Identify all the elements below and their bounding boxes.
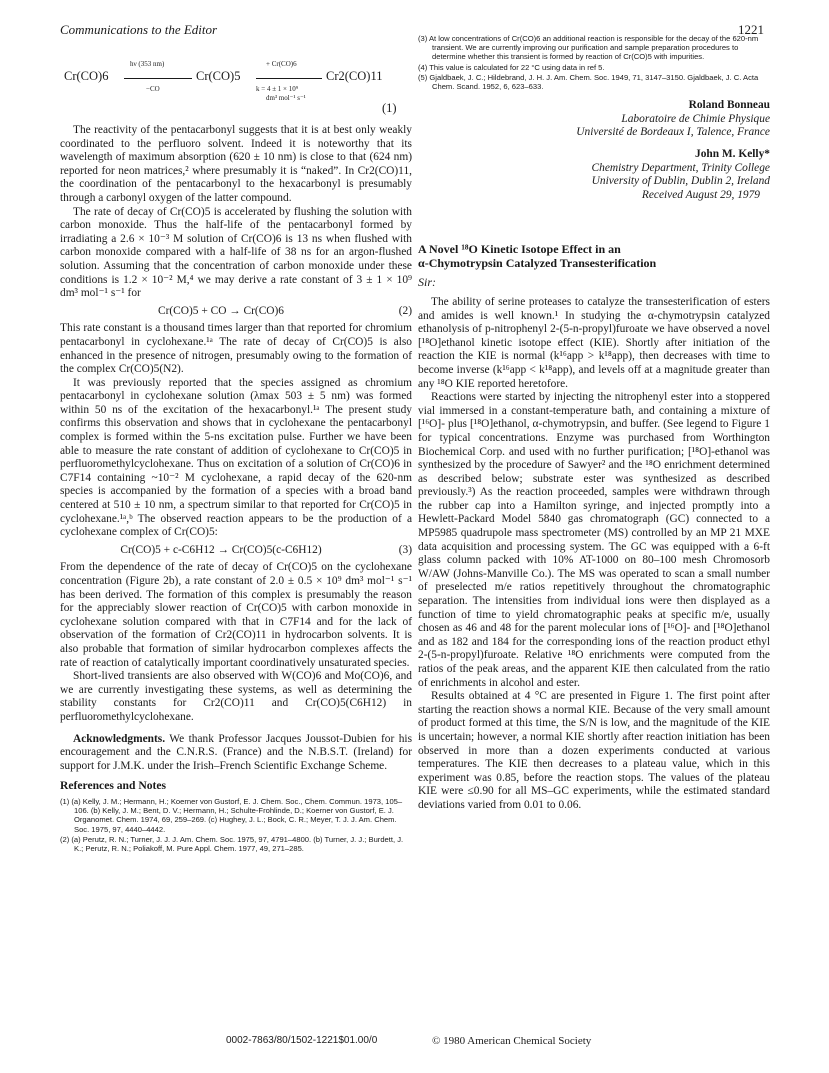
article-title bbox=[418, 242, 770, 270]
author-affiliation: Université de Bordeaux I, Talence, France bbox=[576, 126, 770, 139]
paragraph: The ability of serine proteases to catalyze the transesterification of esters and amides is well known.¹ In studying the α-chymotrypsin catalyzed ethanolysis of p-nitrophenyl 2-(5-n-propyl)furoate we have observed a novel [¹⁸O]ethanol kinetic isotope effect (KIE). Shortly after initiation of the reaction the KIE is normal (k¹⁶app > k¹⁸app), then decreases with time to become inverse (k¹⁶app < k¹⁸app), and levels off at a magnitude greater than any ¹⁸O KIE reported heretofore. bbox=[418, 295, 770, 390]
reference-item: (5) Gjaldbaek, J. C.; Hildebrand, J. H. J. Am. Chem. Soc. 1949, 71, 3147–3150. Gjaldbaek, J. C. Acta Chem. Scand. 1952, 6, 623–633. bbox=[418, 72, 759, 92]
equation-3 bbox=[60, 540, 412, 562]
reference-list-continued bbox=[418, 34, 770, 91]
equation-body: Cr(CO)5 + c-C6H12 → Cr(CO)5(c-C6H12) bbox=[120, 543, 322, 556]
salutation: Sir: bbox=[418, 275, 436, 290]
equation-number-1: (1) bbox=[382, 101, 397, 115]
article-title-line: α-Chymotrypsin Catalyzed Transesterification bbox=[418, 256, 657, 271]
journal-section-header: Communications to the Editor bbox=[60, 22, 218, 37]
acknowledgments-heading: Acknowledgments. bbox=[73, 732, 166, 745]
equation-2 bbox=[60, 301, 412, 323]
reference-list bbox=[60, 797, 412, 853]
reference-item: (1) (a) Kelly, J. M.; Hermann, H.; Koerner von Gustorf, E. J. Chem. Soc., Chem. Commun. 1973, 105–106. (b) Kelly, J. M.; Bent, D. V.; Hermann, H.; Schulte-Frohlinde, D.; Koerner von Gustorf, E. J. Organomet. Chem. 1974, 69, 259–269. (c) Hughey, J. L.; Bock, C. R.; Meyer, T. J. J. Am. Chem. Soc. 1975, 97, 4440–4442. bbox=[60, 796, 403, 834]
copyright-notice: © 1980 American Chemical Society bbox=[432, 1035, 592, 1047]
author-name: Roland Bonneau bbox=[688, 99, 770, 112]
article-code: 0002-7863/80/1502-1221$01.00/0 bbox=[226, 1035, 378, 1046]
reference-item: (4) This value is calculated for 22 °C using data in ref 5. bbox=[418, 62, 605, 72]
reference-item: (2) (a) Perutz, R. N.; Turner, J. J. J. Am. Chem. Soc. 1975, 97, 4791–4800. (b) Turner, J. J.; Burdett, J. K.; Perutz, R. N.; Poliakoff, M. Pure Appl. Chem. 1977, 49, 271–285. bbox=[60, 834, 404, 853]
acknowledgments-body: We thank Professor Jacques Joussot-Dubien for his encouragement and the C.N.R.S. (France) and the N.B.S.T. (Ireland) for support for J.M.K. under the Irish–French Scientific Exchange Scheme. bbox=[60, 732, 412, 772]
author-affiliation: University of Dublin, Dublin 2, Ireland bbox=[591, 175, 770, 188]
author-affiliation: Laboratoire de Chimie Physique bbox=[621, 112, 770, 125]
author-affiliation: Chemistry Department, Trinity College bbox=[591, 161, 770, 174]
paragraph: The reactivity of the pentacarbonyl suggests that it is at best only weakly coordinated to the perfluoro solvent. Indeed it is noteworthy that its wavelength of maximum absorption (620 ± 10 nm) is close to that (624 nm) reported for neon matrices,² where presumably it is “naked”. In Cr2(CO)11, the coordination of the pentacarbonyl to the hexacarbonyl is presumably through a carbonyl oxygen of the latter compound. bbox=[60, 124, 412, 204]
equation-body: Cr(CO)5 + CO → Cr(CO)6 bbox=[157, 304, 285, 317]
equation-number: (3) bbox=[398, 543, 412, 556]
arrow2-reagent: + Cr(CO)6 bbox=[266, 60, 297, 68]
reference-item: (3) At low concentrations of Cr(CO)6 an additional reaction is responsible for the decay of the 620-nm transient. We are currently improving our purification and sample preparation procedures to determine whether this transient is formed by reaction of Cr(CO)5 with impurities. bbox=[418, 34, 759, 62]
left-column bbox=[60, 56, 412, 854]
arrow1-loss: −CO bbox=[146, 85, 160, 93]
reaction-arrow-2 bbox=[256, 78, 322, 79]
paragraph: Short-lived transients are also observed with W(CO)6 and Mo(CO)6, and we are currently investigating these systems, as well as determining the stability constants for Cr2(CO)11 and Cr(CO)5(C6H12) in perfluoromethylcyclohexane. bbox=[60, 670, 412, 723]
equation-number: (2) bbox=[398, 304, 412, 317]
paragraph: The rate of decay of Cr(CO)5 is accelerated by flushing the solution with carbon monoxide. Thus the half-life of the pentacarbonyl formed by irradiating a 2.6 × 10⁻³ M solution of Cr(CO)6 is 13 ns when flushed with carbon monoxide compared with a half-life of 38 ns for an argon-flushed solution. Assuming that the concentration of carbon monoxide under these conditions is 1.2 × 10⁻² M,⁴ we may derive a rate constant of 3 ± 1 × 10⁹ dm³ mol⁻¹ s⁻¹ for bbox=[60, 205, 412, 300]
acknowledgments bbox=[60, 733, 412, 774]
product-cr2-co11: Cr2(CO)11 bbox=[326, 69, 383, 83]
page-number: 1221 bbox=[738, 22, 764, 37]
paragraph: Results obtained at 4 °C are presented in Figure 1. The first point after starting the reaction shows a normal KIE. Because of the very small amount of product formed at this time, the S/N is low, and the magnitude of the KIE is uncertain; however, a normal KIE shortly after reaction initiation has been observed in more than a dozen experiments conducted at various temperatures. The KIE then decreases to a plateau value, which in this experiment was 0.85, before the reaction stops. The values of the plateau KIE were ≤0.90 for all MS–GC experiments, while the estimated standard deviations varied from 0.01 to 0.06. bbox=[418, 690, 770, 811]
author-name: John M. Kelly* bbox=[695, 148, 770, 160]
reactant-cr-co6: Cr(CO)6 bbox=[64, 69, 109, 83]
article-title-line: A Novel ¹⁸O Kinetic Isotope Effect in an bbox=[418, 242, 621, 257]
paragraph: From the dependence of the rate of decay of Cr(CO)5 on the cyclohexane concentration (Figure 2b), a rate constant of 2.0 ± 0.5 × 10⁹ dm³ mol⁻¹ s⁻¹ has been derived. The formation of this complex is presumably the reason for the appreciably slower reaction of Cr(CO)5 with carbon monoxide in cyclohexane solution compared with that in C7F14 and for the lack of observation of the formation of Cr2(CO)11 in hydrocarbon solvents. It is also probable that formation of similar hydrocarbon complexes affects the rate of reaction of catalytically important coordinatively unsaturated species. bbox=[60, 561, 412, 669]
paragraph: Reactions were started by injecting the nitrophenyl ester into a stoppered vial immersed in a constant-temperature bath, and containing a mixture of [¹⁶O]- plus [¹⁸O]ethanol, α-chymotrypsin, and buffer. (See legend to Figure 1 for typical concentrations. Enzyme was purchased from Worthington Biochemical Corp. and used with no further purification; [¹⁸O]-ethanol was synthesized by the procedure of Sawyer² and the ¹⁸O enrichment determined as described below; substrate ester was synthesized as described previously.³) As the reaction proceeded, samples were withdrawn through the rubber cap into a Hamilton syringe, and injected promptly into a Hewlett-Packard Model 5840 gas chromatograph (GC) connected to a MP5985 quadrupole mass spectrometer (MS) controlled by an MP 21 MXE data acquisition and processing system. The GC was equipped with a 6-ft glass column packed with 10% AT-1000 on 80–100 mesh Chromosorb W/AW (Johns-Manville Co.). The MS was operated to scan a small number of preselected m/e ratios repetitively throughout the chromatographic separation. The intensities from individual ions were then displayed as a function of time to yield chromatographic peaks at specific m/e, usually chosen as 46 and 48 for the parent molecular ions of [¹⁶O]- and [¹⁸O]ethanol and as 182 and 184 for the corresponding ions of the reaction product ethyl 2-(5-n-propyl)furoate. Relative ¹⁸O enrichments were computed from the ratios of the peak areas, and the apparent KIE then calculated from the ratio of enrichments in alcohol and ester. bbox=[418, 391, 770, 689]
reaction-arrow-1 bbox=[124, 78, 192, 79]
paragraph: This rate constant is a thousand times larger than that reported for chromium pentacarbonyl in cyclohexane.¹ᵃ The rate of decay of Cr(CO)5 is also enhanced in the presence of nitrogen, presumably owing to the formation of the complex Cr(CO)5(N2). bbox=[60, 322, 412, 376]
paragraph: It was previously reported that the species assigned as chromium pentacarbonyl in cyclohexane solution (λmax 503 ± 5 nm) was formed within 50 ns of the excitation of the hexacarbonyl.¹ᵃ The present study confirms this observation and shows that in cyclohexane the pentacarbonyl complex is formed within the 5-ns excitation pulse. Further we have been able to measure the rate constant of addition of cyclohexane to Cr(CO)5 in perfluoromethylcyclohexane. Thus on excitation of a solution of Cr(CO)6 in C7F14 containing ~10⁻² M cyclohexane, a rapid decay of the 620-nm species is accompanied by the formation of a species with a broad band centered at 510 ± 10 nm, a spectrum similar to that reported for Cr(CO)5 in cyclohexane.¹ᵃ,ᵇ The observed reaction appears to be the production of a cyclohexane complex of Cr(CO)5: bbox=[60, 376, 412, 539]
intermediate-cr-co5: Cr(CO)5 bbox=[196, 69, 241, 83]
right-column bbox=[418, 34, 770, 813]
arrow1-condition: hν (353 nm) bbox=[130, 60, 165, 68]
received-date: Received August 29, 1979 bbox=[641, 188, 760, 201]
arrow2-rate-constant: k = 4 ± 1 × 10⁹ bbox=[256, 85, 299, 93]
references-heading: References and Notes bbox=[60, 779, 167, 793]
arrow2-rate-units: dm³ mol⁻¹ s⁻¹ bbox=[266, 94, 306, 102]
reaction-scheme-1 bbox=[60, 56, 412, 124]
